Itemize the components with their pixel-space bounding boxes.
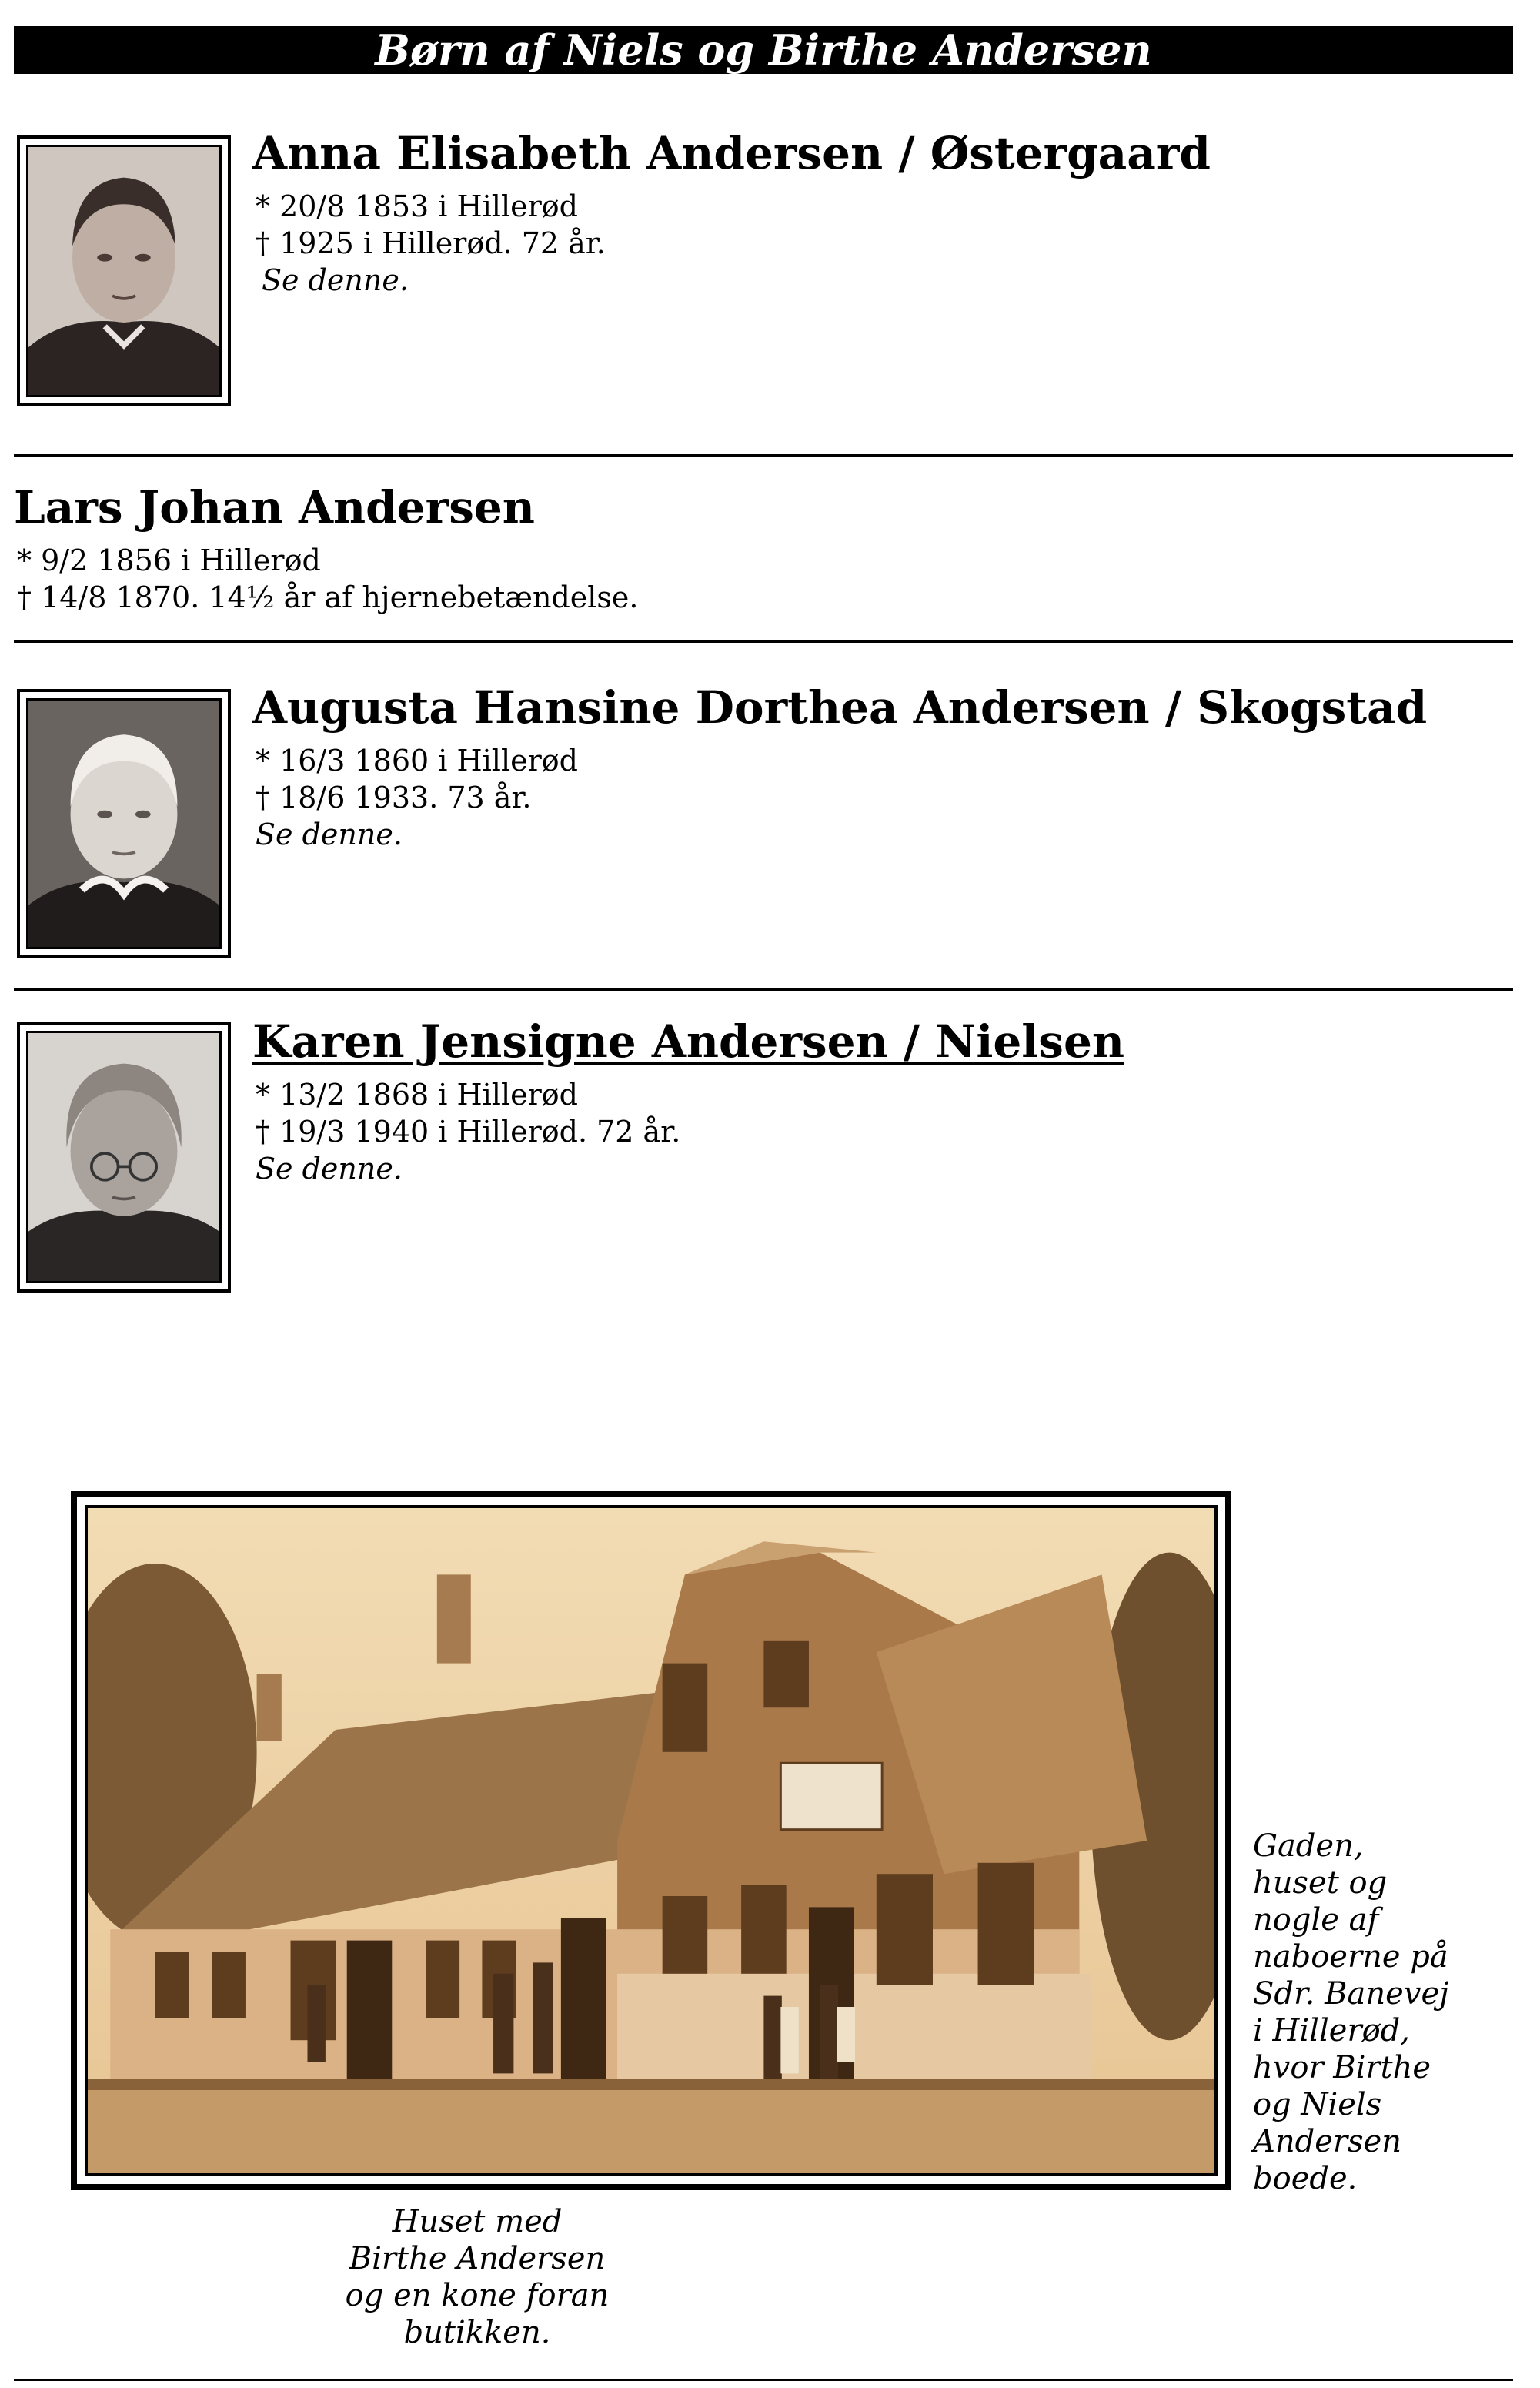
child-born-anna: * 20/8 1853 i Hillerød <box>256 189 578 223</box>
caption-line: boede. <box>1253 2161 1358 2196</box>
divider <box>14 2379 1513 2381</box>
child-died-karen: † 19/3 1940 i Hillerød. 72 år. <box>256 1115 681 1149</box>
child-name-anna: Anna Elisabeth Andersen / Østergaard <box>252 127 1211 179</box>
caption-line: naboerne på <box>1253 1939 1448 1975</box>
child-note-anna: Se denne. <box>262 263 409 297</box>
caption-line: og Niels <box>1253 2087 1382 2122</box>
caption-line: Andersen <box>1253 2124 1402 2159</box>
child-died-lars: † 14/8 1870. 14½ år af hjernebetændelse. <box>17 580 639 614</box>
portrait-frame-anna <box>17 135 231 406</box>
child-note-karen: Se denne. <box>256 1152 403 1186</box>
portrait-frame-karen <box>17 1022 231 1293</box>
child-name-augusta: Augusta Hansine Dorthea Andersen / Skogstad <box>252 681 1428 734</box>
divider <box>14 454 1513 457</box>
caption-line: og en kone foran <box>345 2278 610 2313</box>
caption-line: hvor Birthe <box>1253 2050 1431 2085</box>
child-died-anna: † 1925 i Hillerød. 72 år. <box>256 226 606 260</box>
caption-line: i Hillerød, <box>1253 2013 1410 2049</box>
caption-line: nogle af <box>1253 1902 1379 1938</box>
portrait-photo-anna <box>28 147 219 395</box>
portrait-frame-augusta <box>17 689 231 958</box>
photo-caption-bottom <box>323 2203 631 2351</box>
caption-line: huset og <box>1253 1865 1388 1901</box>
street-photo <box>88 1508 1214 2173</box>
page-title: Børn af Niels og Birthe Andersen <box>14 26 1513 74</box>
caption-line: Sdr. Banevej <box>1253 1976 1449 2012</box>
child-born-lars: * 9/2 1856 i Hillerød <box>17 543 321 577</box>
child-born-karen: * 13/2 1868 i Hillerød <box>256 1078 578 1112</box>
caption-line: Birthe Andersen <box>349 2241 606 2276</box>
child-note-augusta: Se denne. <box>256 818 403 851</box>
caption-line: Huset med <box>392 2204 563 2239</box>
child-died-augusta: † 18/6 1933. 73 år. <box>256 781 532 814</box>
child-name-karen: Karen Jensigne Andersen / Nielsen <box>252 1015 1125 1068</box>
photo-caption-right <box>1253 1828 1449 2197</box>
caption-line: Gaden, <box>1253 1828 1364 1864</box>
street-photo-frame <box>71 1491 1231 2190</box>
portrait-photo-karen <box>28 1033 219 1281</box>
child-name-lars: Lars Johan Andersen <box>14 481 535 533</box>
caption-line: butikken. <box>403 2315 551 2350</box>
child-born-augusta: * 16/3 1860 i Hillerød <box>256 744 578 778</box>
portrait-photo-augusta <box>28 701 219 947</box>
divider <box>14 640 1513 643</box>
divider <box>14 988 1513 991</box>
